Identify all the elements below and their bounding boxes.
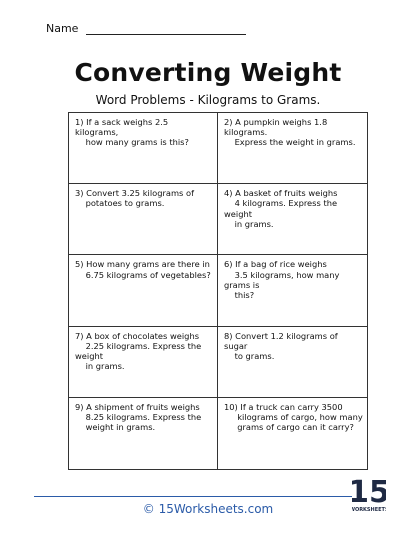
- problem-cell: 2) A pumpkin weighs 1.8 kilograms. Express the weight in grams.: [218, 113, 367, 184]
- problem-cell: 7) A box of chocolates weighs 2.25 kilograms. Express the weight in grams.: [69, 327, 218, 398]
- problems-grid: [68, 112, 368, 470]
- worksheets-logo: [352, 471, 386, 517]
- page-title: Converting Weight: [74, 58, 342, 87]
- logo-wordmark: WORKSHEET: [352, 507, 385, 513]
- worksheets-logo-icon: [352, 471, 386, 517]
- problem-cell: 6) If a bag of rice weighs 3.5 kilograms, how many grams is this?: [218, 255, 367, 326]
- page-subtitle: Word Problems - Kilograms to Grams.: [95, 93, 321, 107]
- name-line[interactable]: [86, 24, 246, 35]
- problem-cell: 8) Convert 1.2 kilograms of sugar to grams.: [218, 327, 367, 398]
- logo-number: 15: [352, 475, 386, 510]
- problem-cell: 1) If a sack weighs 2.5 kilograms, how many grams is this?: [69, 113, 218, 184]
- problem-cell: 10) If a truck can carry 3500 kilograms of cargo, how many grams of cargo can it carry?: [224, 401, 363, 433]
- problem-cell: 5) How many grams are there in 6.75 kilograms of vegetables?: [69, 255, 218, 326]
- problem-cell: 4) A basket of fruits weighs 4 kilograms. Express the weight in grams.: [218, 184, 367, 255]
- name-row: [46, 22, 246, 35]
- footer-divider: [34, 496, 382, 497]
- name-label: Name: [46, 22, 79, 35]
- footer-copyright[interactable]: © 15Worksheets.com: [142, 502, 274, 516]
- problem-cell: 9) A shipment of fruits weighs 8.25 kilograms. Express the weight in grams.: [69, 398, 218, 469]
- problem-cell: 3) Convert 3.25 kilograms of potatoes to grams.: [69, 184, 218, 255]
